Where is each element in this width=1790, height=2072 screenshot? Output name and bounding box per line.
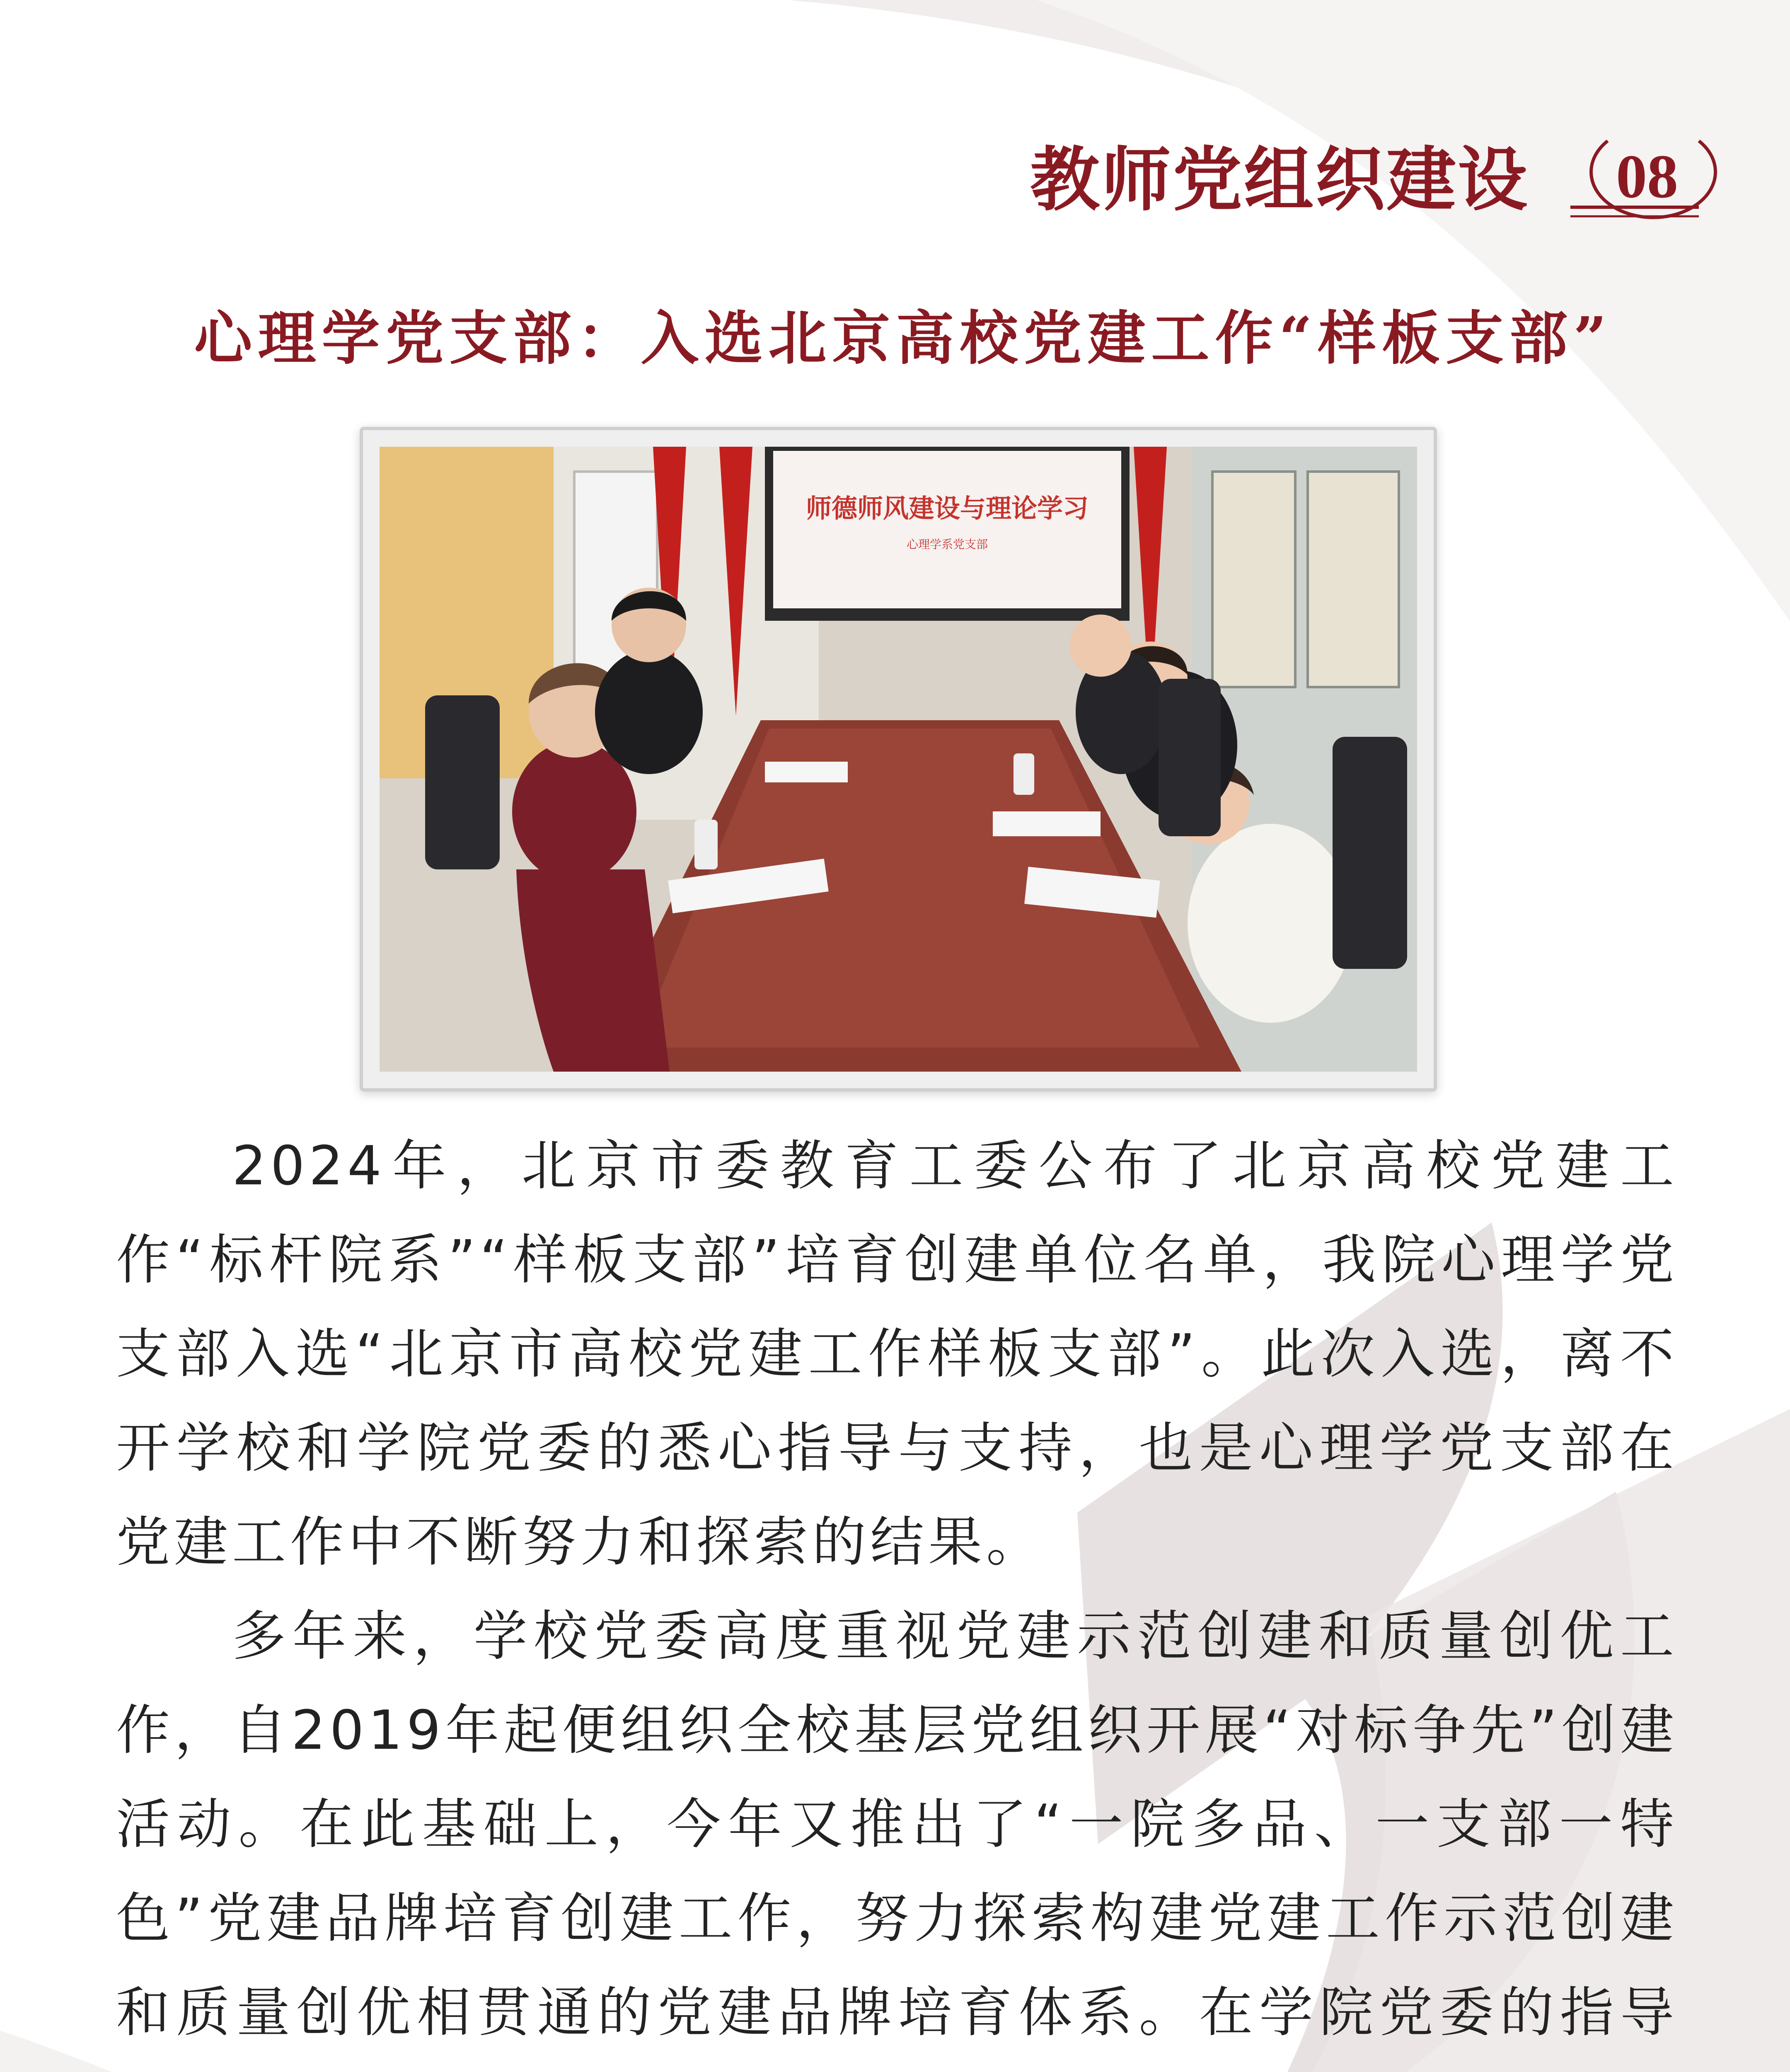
photo-frame [360,427,1437,1092]
paragraph: 2024年，北京市委教育工委公布了北京高校党建工作“标杆院系”“样板支部”培育创建单位名单，我院心理学党支部入选“北京市高校党建工作样板支部”。此次入选，离不开学校和学院党委的悉心指导与支持，也是心理学党支部在党建工作中不断努力和探索的结果。 [116,1134,1678,1573]
article-body [116,1119,1678,2072]
article-title: 心理学党支部：入选北京高校党建工作“样板支部” [194,305,1613,373]
screen-title: 师德师风建设与理论学习 [806,493,1089,523]
meeting-photo [380,447,1417,1072]
section-title: 教师党组织建设 [1030,138,1529,220]
paragraph: 多年来，学校党委高度重视党建示范创建和质量创优工作，自2019年起便组织全校基层党组织开展“对标争先”创建活动。在此基础上，今年又推出了“一院多品、一支部一特色”党建品牌培育创建工作，努力探索构建党建工作示范创建和质量创优相贯通的党建品牌培育体系。在学院党委的指导 [116,1605,1678,2044]
page-header [0,0,1790,290]
screen-subtitle: 心理学系党支部 [906,537,988,551]
page-number: 08 [1616,142,1678,211]
